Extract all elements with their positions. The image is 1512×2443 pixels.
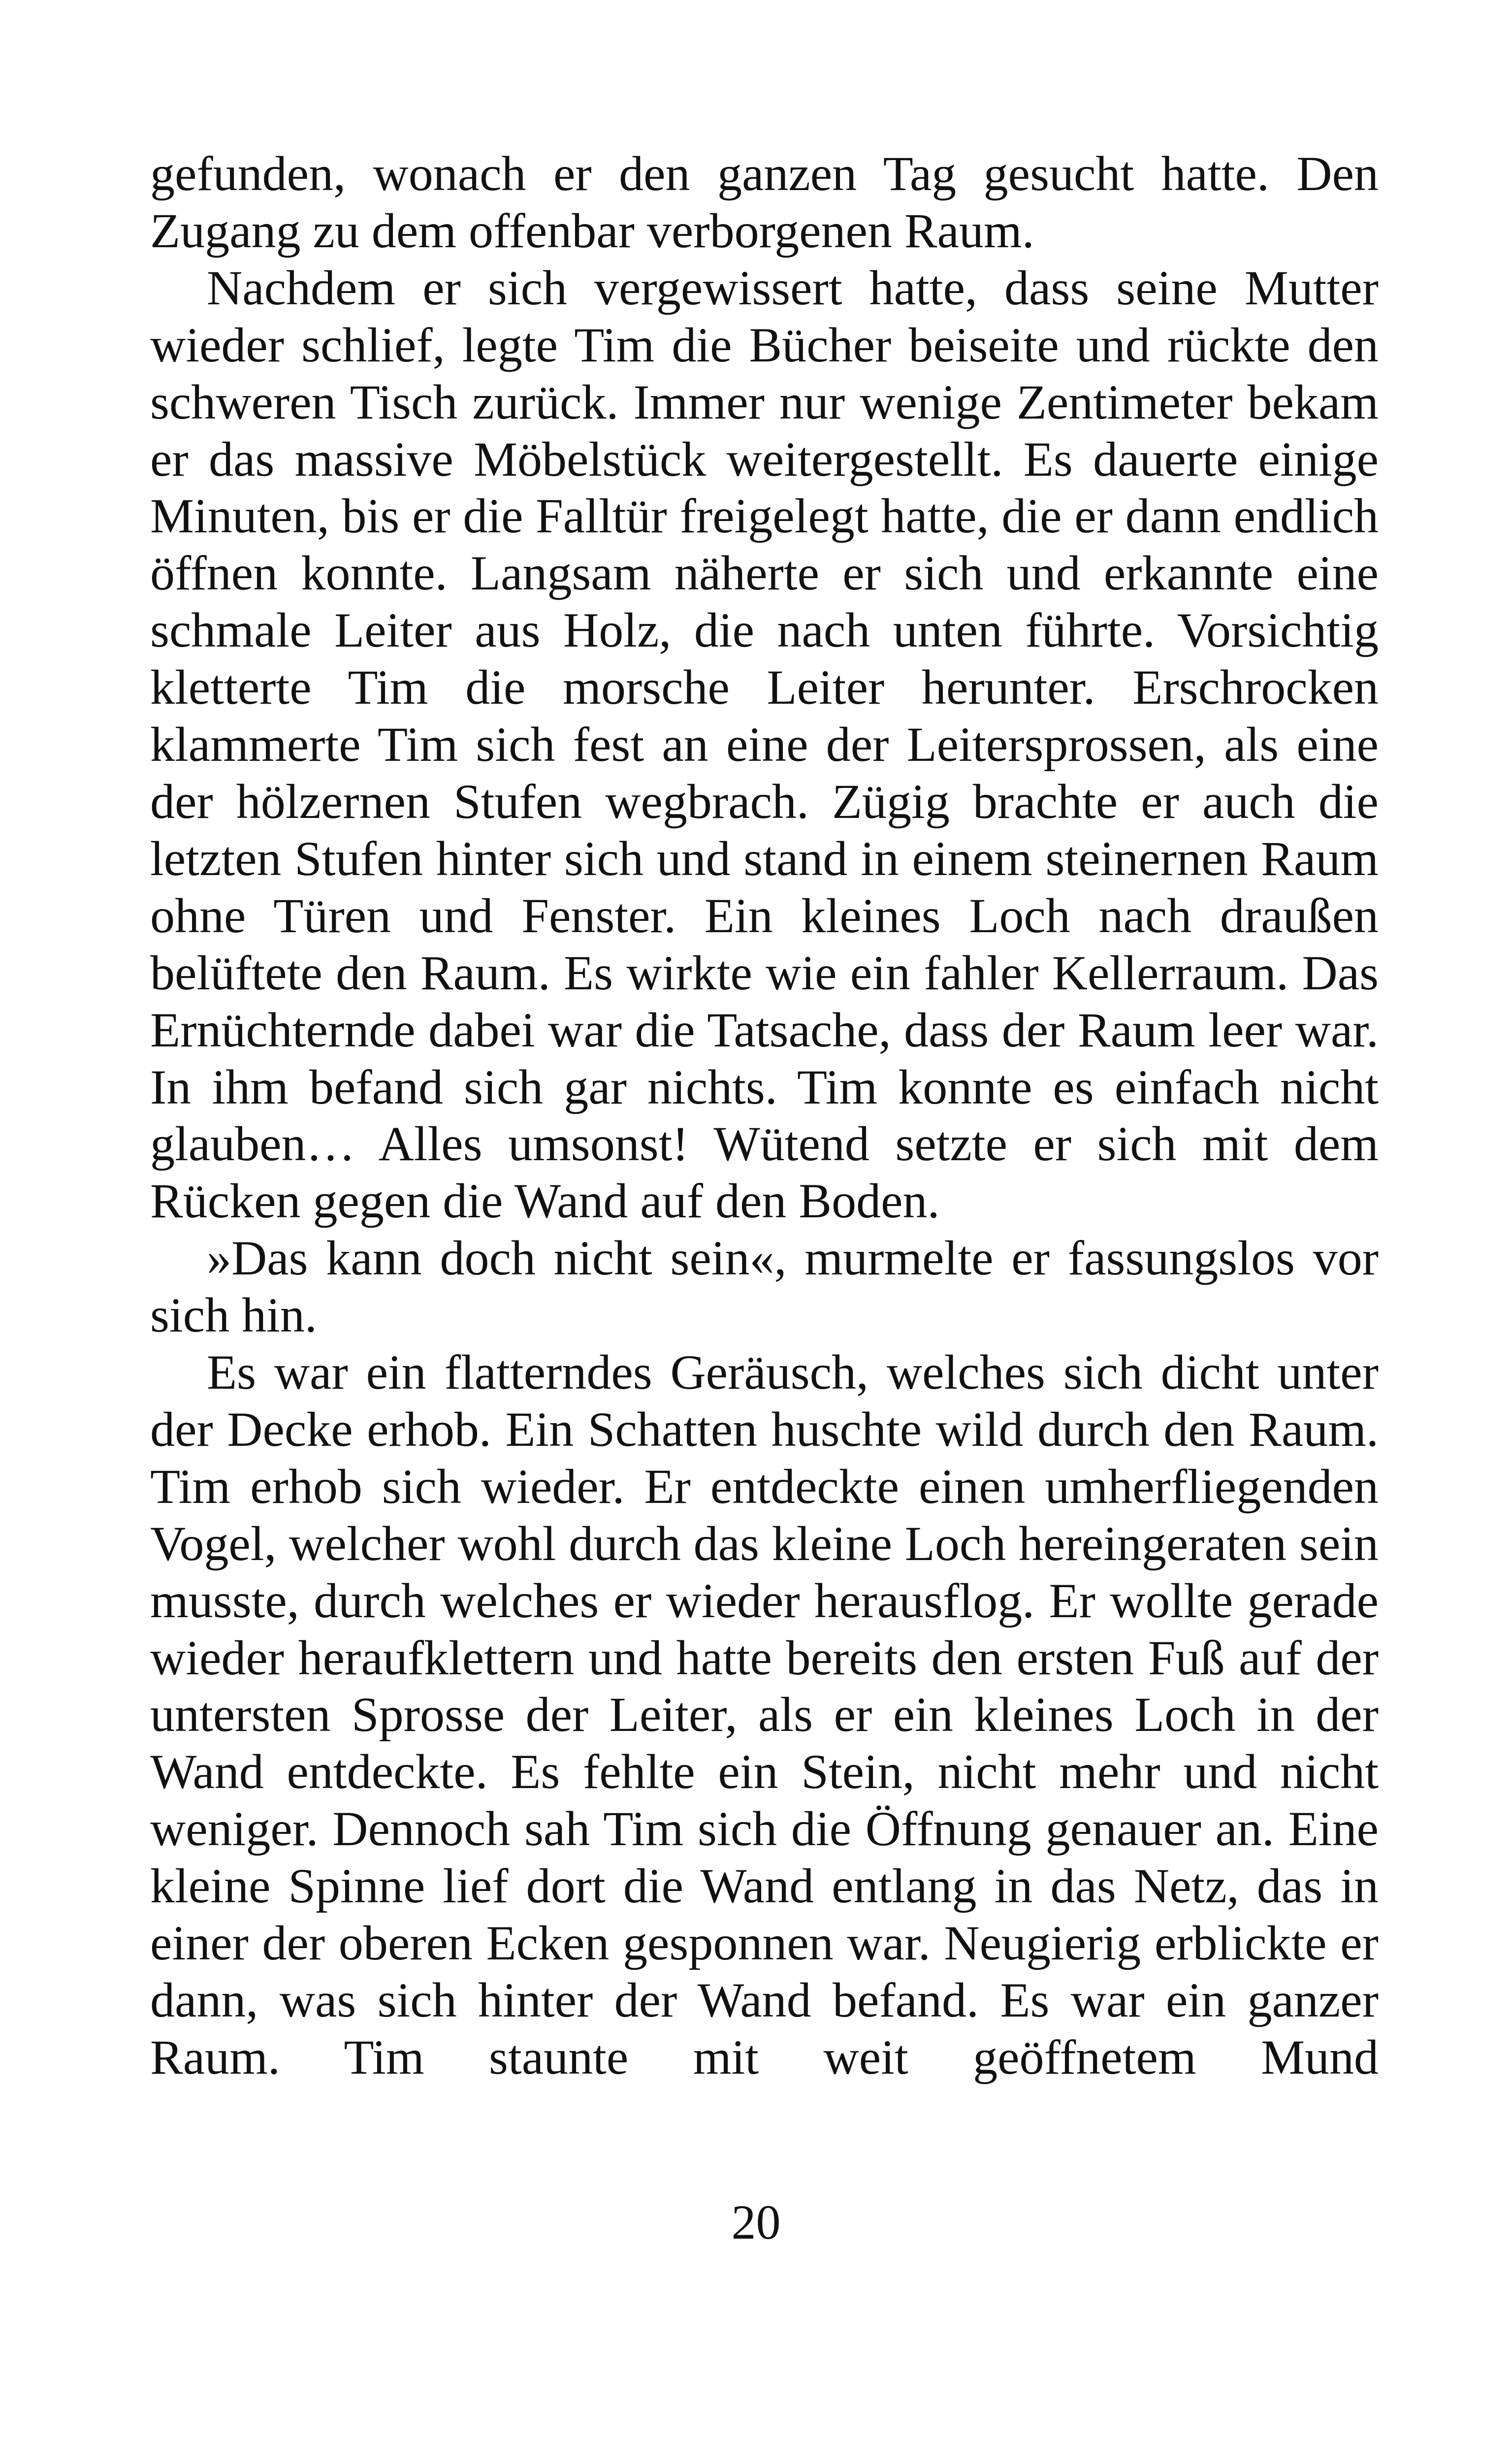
page-number: 20 [731, 2195, 781, 2249]
paragraph-continuation: gefunden, wonach er den ganzen Tag gesucht hatte. Den Zugang zu dem offenbar verborgenen Raum. [150, 146, 1379, 258]
body-text [150, 145, 1379, 2086]
paragraph: Nachdem er sich vergewissert hatte, dass seine Mutter wieder schlief, legte Tim die Bücher beiseite und rückte den schweren Tisch zurück. Immer nur wenige Zentimeter bekam er das massive Möbelstück weitergestellt. Es dauerte einige Minuten, bis er die Falltür freigelegt hatte, die er dann endlich öffnen konnte. Langsam näherte er sich und erkannte eine schmale Leiter aus Holz, die nach unten führte. Vorsichtig kletterte Tim die morsche Leiter herunter. Erschrocken klammerte Tim sich fest an eine der Leitersprossen, als eine der hölzernen Stufen wegbrach. Zügig brachte er auch die letzten Stufen hinter sich und stand in einem steinernen Raum ohne Türen und Fenster. Ein kleines Loch nach draußen belüftete den Raum. Es wirkte wie ein fahler Kellerraum. Das Ernüchternde dabei war die Tatsache, dass der Raum leer war. In ihm befand sich gar nichts. Tim konnte es einfach nicht glauben… Alles umsonst! Wütend setzte er sich mit dem Rücken gegen die Wand auf den Boden. [150, 260, 1379, 1229]
paragraph-dialogue: »Das kann doch nicht sein«, murmelte er fassungslos vor sich hin. [150, 1231, 1379, 1343]
paragraph: Es war ein flatterndes Geräusch, welches sich dicht unter der Decke erhob. Ein Schatten huschte wild durch den Raum. Tim erhob sich wieder. Er entdeckte einen umherfliegenden Vogel, welcher wohl durch das kleine Loch hereingeraten sein musste, durch welches er wieder herausflog. Er wollte gerade wieder heraufklettern und hatte bereits den ersten Fuß auf der untersten Sprosse der Leiter, als er ein kleines Loch in der Wand entdeckte. Es fehlte ein Stein, nicht mehr und nicht weniger. Dennoch sah Tim sich die Öffnung genauer an. Eine kleine Spinne lief dort die Wand entlang in das Netz, das in einer der oberen Ecken gesponnen war. Neugierig erblickte er dann, was sich hinter der Wand befand. Es war ein ganzer Raum. Tim staunte mit weit geöffnetem Mund [150, 1345, 1379, 2085]
